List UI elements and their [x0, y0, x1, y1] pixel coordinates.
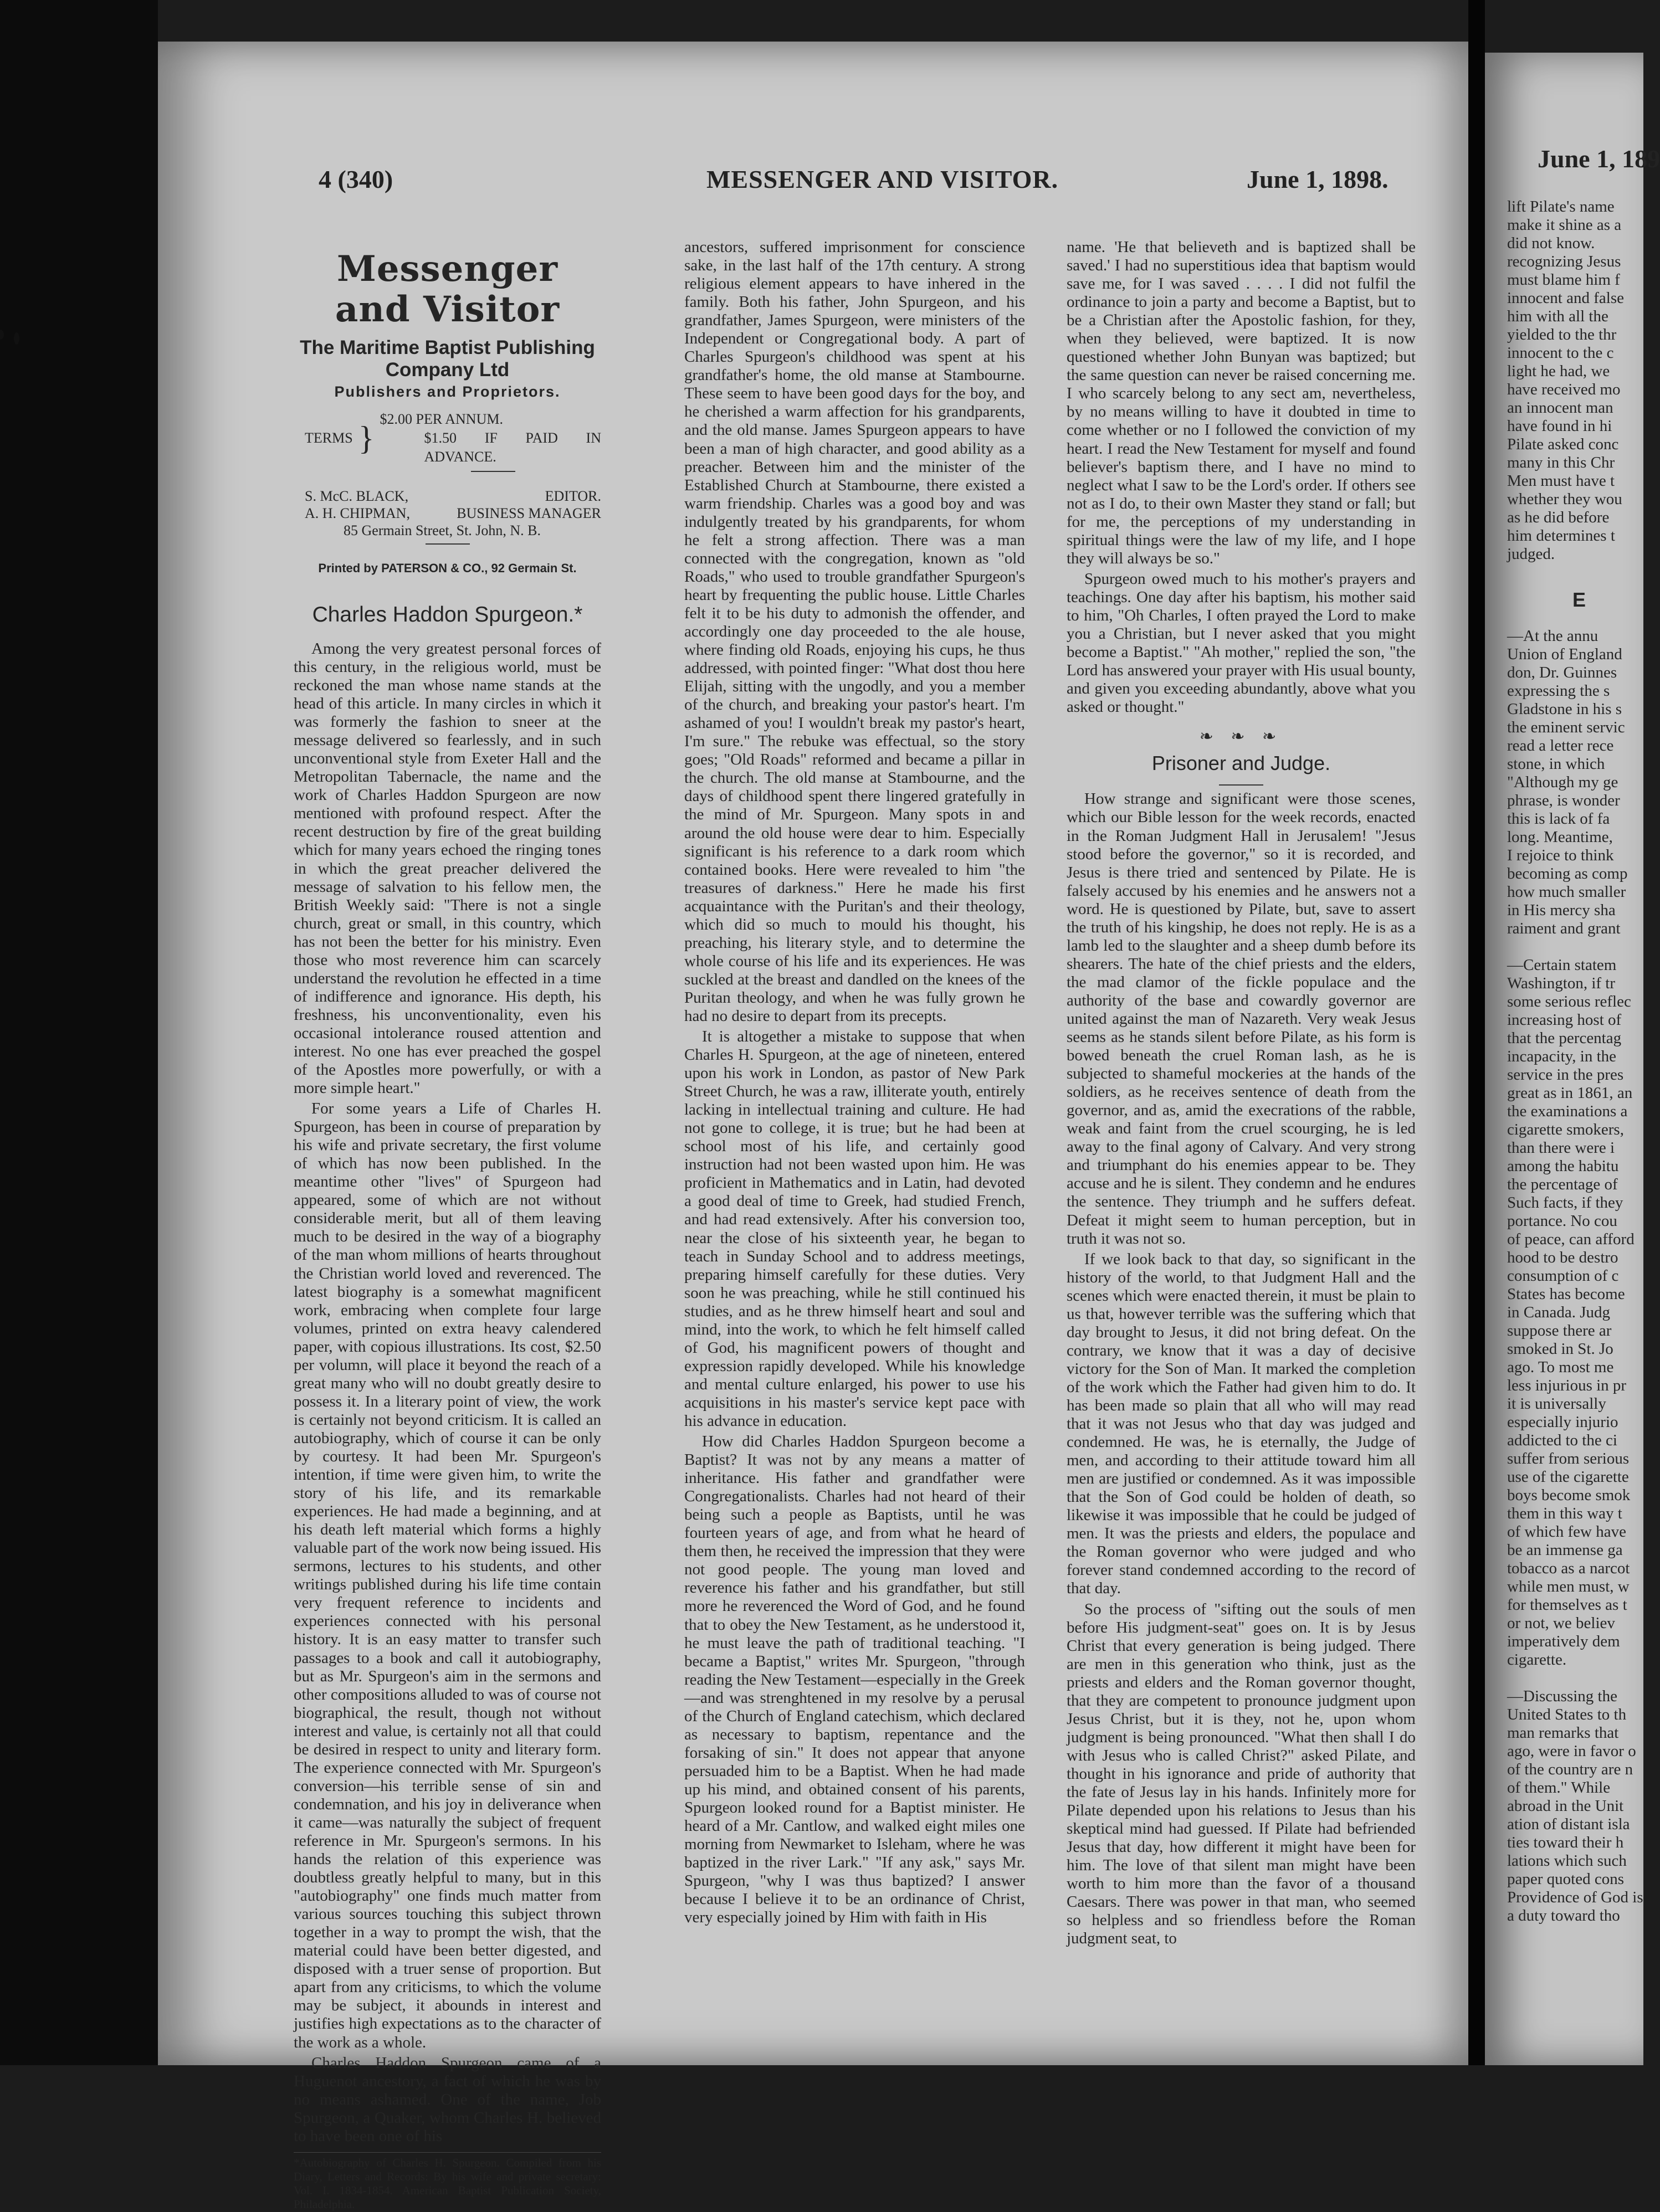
adjacent-page-line: —At the annu	[1507, 627, 1598, 645]
adjacent-page-line: this is lack of fa	[1507, 810, 1610, 828]
adjacent-page-line: the eminent servic	[1507, 718, 1625, 736]
office-address: 85 Germain Street, St. John, N. B.	[344, 522, 541, 539]
adjacent-page-line: expressing the s	[1507, 682, 1610, 700]
article-paragraph: name. 'He that believeth and is baptized shall be saved.' I had no superstitious idea that baptism would save me, for I was saved . . . . I did not fulfil the ordinance to join a party and become a Baptist, but to be a Christian after the Apostolic fashion, for they, when they believed, were baptized. It is now questioned whether John Bunyan was baptized; but the same question can never be raised concerning me. I who scarcely belong to any sect am, nevertheless, by no means willing to have it doubted in time to come whether or no I followed the conviction of my heart. I read the New Testament for myself and found believer's baptism there, and I have no mind to neglect what I saw to be the Lord's order. If others see not as I do, to their own Master they stand or fall; but for me, the perceptions of my understanding in spiritual things were the law of my life, and I hope they will always be so."	[1067, 238, 1416, 567]
page-number: 4 (340)	[319, 165, 393, 193]
adjacent-page-line: —Discussing the	[1507, 1687, 1617, 1705]
adjacent-page-line: suffer from serious	[1507, 1450, 1630, 1467]
terms-label: TERMS	[305, 430, 353, 446]
adjacent-page-line: for themselves as t	[1507, 1596, 1627, 1614]
printer-credit: Printed by PATERSON & CO., 92 Germain St.	[318, 561, 577, 576]
adjacent-page-line: incapacity, in the	[1507, 1048, 1617, 1065]
adjacent-page-line: make it shine as a	[1507, 216, 1622, 234]
adjacent-page-line: boys become smok	[1507, 1486, 1631, 1504]
adjacent-page-line: him determines t	[1507, 527, 1615, 545]
adjacent-page-line: E	[1572, 588, 1586, 611]
adjacent-page-line: recognizing Jesus	[1507, 253, 1621, 270]
adjacent-page-line: whether they wou	[1507, 490, 1622, 508]
adjacent-page-line: innocent to the c	[1507, 344, 1614, 362]
adjacent-page-line: ago. To most me	[1507, 1358, 1614, 1376]
divider	[1219, 784, 1263, 786]
editor-name: S. McC. BLACK,	[305, 487, 409, 504]
adjacent-page-line: while men must, w	[1507, 1578, 1630, 1595]
book-binding-shadow	[0, 0, 158, 2065]
adjacent-page-line: addicted to the ci	[1507, 1431, 1617, 1449]
article-paragraph: If we look back to that day, so significant in the history of the world, to that Judgment Hall and the scenes which were enacted therein, it must be plain to us that, however terrible was the suffering which that day brought to Jesus, it did not bring defeat. On the contrary, we know that it was a day of decisive victory for the Son of Man. It marked the completion of the work which the Father had given him to do. It has been made so plain that all who will may read that it was not Jesus who that day was judged and condemned. He was, he is eternally, the Judge of men, and according to their attitude toward him all men are justified or condemned. As it was impossible that the Son of God could be holden of death, so likewise it was impossible that he could be judged of men. It was the priests and elders, the populace and the Roman governor who were judged and who forever stand condemned according to the record of that day.	[1067, 1250, 1416, 1598]
adjacent-page-line: in His mercy sha	[1507, 901, 1616, 919]
adjacent-page-line: ago, were in favor o	[1507, 1742, 1636, 1760]
adjacent-page-line: some serious reflec	[1507, 993, 1631, 1010]
adjacent-page-line: abroad in the Unit	[1507, 1797, 1624, 1815]
column-3	[1067, 238, 1416, 1950]
adjacent-page-line: less injurious in pr	[1507, 1377, 1627, 1394]
article-paragraph: Spurgeon owed much to his mother's prayers and teachings. One day after his baptism, his mother said to him, "Oh Charles, I often prayed the Lord to make you a Christian, but I never asked that you might become a Baptist." "Ah mother," replied the son, "the Lord has answered your prayer with His usual bounty, and given you exceeding abundantly, above what you asked or thought."	[1067, 569, 1416, 716]
adjacent-page-line: as he did before	[1507, 509, 1610, 526]
article-title-spurgeon: Charles Haddon Spurgeon.*	[312, 603, 583, 627]
adjacent-page-line: have received mo	[1507, 381, 1621, 398]
adjacent-page-line: of which few have	[1507, 1523, 1626, 1541]
adjacent-page-line: have found in hi	[1507, 417, 1612, 435]
adjacent-page-line: imperatively dem	[1507, 1633, 1620, 1650]
adjacent-page-line: of them." While	[1507, 1779, 1611, 1797]
article-paragraph: Among the very greatest personal forces of this century, in the religious world, must be reckoned the man whose name stands at the head of this article. In many circles in which it was formerly the fashion to sneer at the message delivered so fearlessly, and in such unconventional style from Exeter Hall and the Metropolitan Tabernacle, the name and the work of Charles Haddon Spurgeon are now mentioned with profound respect. After the recent destruction by fire of the great building which for many years echoed the ringing tones in which the great preacher delivered the message of salvation to his fellow men, the British Weekly said: "There is not a single church, great or small, in this country, which has not been the better for his ministry. Even those who most reverence him can scarcely understand the revolution he effected in a time of indifference and ignorance. His depth, his freshness, his unconventionality, even his occasional intolerance roused attention and interest. No one has ever preached the gospel of the Apostles more powerfully, or with a more simple heart."	[294, 639, 601, 1097]
adjacent-page-line: "Although my ge	[1507, 773, 1618, 791]
adjacent-page-line: ties toward their h	[1507, 1834, 1624, 1851]
price-per-annum: $2.00 PER ANNUM.	[380, 411, 503, 428]
ink-speck	[14, 332, 19, 345]
adjacent-page-line: especially injurio	[1507, 1413, 1618, 1431]
adjacent-page-line: use of the cigarette	[1507, 1468, 1629, 1486]
adjacent-page-line: of the country are n	[1507, 1761, 1633, 1778]
article-paragraph: It is altogether a mistake to suppose that when Charles H. Spurgeon, at the age of nineteen, entered upon his work in London, as pastor of New Park Street Church, he was a raw, illiterate youth, entirely lacking in intellectual training and culture. He had not gone to college, it is true; but he had been at school most of his life, and certainly good instruction had not been wasted upon him. He was proficient in Mathematics and in Latin, had devoted a good deal of time to Greek, had studied French, and had read extensively. After his conversion too, near the close of his sixteenth year, he began to teach in Sunday School and to address meetings, preparing himself carefully for these duties. Very soon he was preaching, while he still continued his studies, and as he threw himself heart and soul and mind, into the work, to which he felt himself called of God, his magnificent powers of thought and expression rapidly developed. While his knowledge and mental culture enlarged, his power to use his acquisitions in his master's service kept pace with his advance in education.	[684, 1028, 1025, 1430]
adjacent-page-line: must blame him f	[1507, 271, 1620, 289]
ornament-divider: ❧ ❧ ❧	[1199, 727, 1283, 746]
masthead-title: Messenger and Visitor	[335, 248, 560, 330]
manager-role: BUSINESS MANAGER	[457, 505, 601, 522]
adjacent-page-line: him with all the	[1507, 307, 1608, 325]
adjacent-page-header: June 1, 189	[1538, 145, 1660, 173]
adjacent-page-line: paper quoted cons	[1507, 1870, 1624, 1888]
adjacent-page-line: read a letter rece	[1507, 737, 1614, 755]
adjacent-page-line: great as in 1861, an	[1507, 1084, 1633, 1102]
adjacent-page-line: Gladstone in his s	[1507, 700, 1622, 718]
subscription-terms	[305, 410, 601, 466]
article-paragraph: How strange and significant were those scenes, which our Bible lesson for the week records, enacted in the Roman Judgment Hall in Jerusalem! "Jesus stood before the governor," so it is recorded, and Jesus is there tried and sentenced by Pilate. He is falsely accused by his enemies and he answers not a word. He is questioned by Pilate, but, save to assert the truth of his kingship, he does not reply. He is as a lamb led to the slaughter and a sheep dumb before its shearers. The hate of the chief priests and the elders, the mad clamor of the fickle populace and the authority of the base and cowardly governor are united against the man of Nazareth. Very weak Jesus seems as he stands silent before Pilate, as his form is bowed beneath the cruel Roman lash, as he is subjected to shameful mockeries at the hands of the soldiers, as he receives sentence of death from the governor, and as, amid the execrations of the rabble, weak and faint from the cruel scourging, he is led away to the final agony of Calvary. And very strong and triumphant do his enemies appear to be. They accuse and he is silent. They condemn and he endures the sentence. They triumph and he suffers defeat. Defeat it might seem to human perception, but in truth it was not so.	[1067, 790, 1416, 1248]
adjacent-page-line: lations which such	[1507, 1852, 1627, 1870]
adjacent-page-line: smoked in St. Jo	[1507, 1340, 1613, 1358]
adjacent-page-line: how much smaller	[1507, 883, 1626, 901]
adjacent-page-line: that the percentag	[1507, 1029, 1622, 1047]
adjacent-page-line: many in this Chr	[1507, 454, 1615, 471]
adjacent-page-line: Washington, if tr	[1507, 974, 1615, 992]
adjacent-page-line: increasing host of	[1507, 1011, 1622, 1029]
adjacent-page-line: raiment and grant	[1507, 920, 1621, 937]
adjacent-page-line: tobacco as a narcot	[1507, 1559, 1630, 1577]
adjacent-page-line	[1507, 1669, 1651, 1687]
adjacent-page-line: —Certain statem	[1507, 956, 1617, 974]
staff-listing	[305, 487, 601, 540]
adjacent-page-line: Providence of God is	[1507, 1888, 1643, 1906]
adjacent-page-line: among the habitu	[1507, 1157, 1619, 1175]
adjacent-page-line: them in this way t	[1507, 1505, 1622, 1522]
adjacent-page-line: don, Dr. Guinnes	[1507, 664, 1617, 681]
adjacent-page-line: an innocent man	[1507, 399, 1613, 417]
article-paragraph: Charles Haddon Spurgeon came of a Huguenot ancestory, a fact of which he was by no means ashamed. One of the name, Job Spurgeon, a Quaker, whom Charles H. believed to have been one of his	[294, 2054, 601, 2145]
adjacent-page-line: Pilate asked conc	[1507, 435, 1619, 453]
adjacent-page-line: the percentage of	[1507, 1176, 1618, 1193]
adjacent-page-line: the examinations a	[1507, 1102, 1628, 1120]
adjacent-page-line: States has become	[1507, 1285, 1625, 1303]
divider	[426, 543, 470, 545]
proprietors-line: Publishers and Proprietors.	[334, 383, 561, 400]
adjacent-page-line: yielded to the thr	[1507, 326, 1617, 343]
adjacent-page-column	[1507, 198, 1651, 1925]
editor-role: EDITOR.	[545, 487, 601, 504]
adjacent-page-line: of peace, can afford	[1507, 1230, 1635, 1248]
article-paragraph: So the process of "sifting out the souls of men before His judgment-seat" goes on. It is by Jesus Christ that every generation is being judged. There are men in this generation who think, just as the priests and elders and the Roman governor thought, that they are competent to pronounce judgment upon Jesus Christ, but it is they, not he, upon whom judgment is being pronounced. "What then shall I do with Jesus who is called Christ?" asked Pilate, and thought in his ignorance and pride of authority that the fate of Jesus lay in his hands. Infinitely more for Pilate depended upon his relations to Jesus than his skeptical mind had guessed. If Pilate had befriended Jesus that day, how different it might have been for him. The love of that silent man might have been worth to him more than the favor of a thousand Caesars. There was power in that man, who seemed so helpless and so friendless before the Roman judgment seat, to	[1067, 1600, 1416, 1948]
adjacent-page-line: cigarette smokers,	[1507, 1121, 1624, 1138]
article-title-prisoner-judge: Prisoner and Judge.	[1151, 752, 1331, 775]
adjacent-page-line: than there were i	[1507, 1139, 1615, 1157]
adjacent-page-line	[1507, 938, 1651, 956]
adjacent-page-line: United States to th	[1507, 1706, 1627, 1723]
page-gutter	[1468, 0, 1485, 2065]
adjacent-page-line: innocent and false	[1507, 289, 1624, 307]
adjacent-page-line: consumption of c	[1507, 1267, 1619, 1285]
manager-name: A. H. CHIPMAN,	[305, 505, 410, 522]
adjacent-page-line: a duty toward tho	[1507, 1907, 1620, 1924]
adjacent-page-line: did not know.	[1507, 234, 1595, 252]
adjacent-page-line: in Canada. Judg	[1507, 1303, 1611, 1321]
adjacent-page-line: long. Meantime,	[1507, 828, 1613, 846]
paper-name-header: MESSENGER AND VISITOR.	[706, 165, 1059, 193]
article-paragraph: ancestors, suffered imprisonment for conscience sake, in the last half of the 17th century. A strong religious element appears to have inhered in the family. Both his father, John Spurgeon, and his grandfather, James Spurgeon, were ministers of the Independent or Congregational body. A part of Charles Spurgeon's childhood was spent at his grandfather's home, the old manse at Stambourne. These seem to have been good days for the boy, and he cherished a warm affection for his grandparents, and the old manse. James Spurgeon appears to have been a man of high character, and good ability as a preacher. Between him and the minister of the Established Church at Stambourne, there existed a warm friendship. Charles was a good boy and was indulgently treated by his grandparents, for whom he felt a strong affection. There was a man connected with the congregation, known as "old Roads," who used to trouble grandfather Spurgeon's heart by frequenting the public house. Little Charles felt it to be his duty to admonish the offender, and accordingly one day proceeded to the ale house, where finding old Roads, enjoying his cups, he thus addressed, with pointed finger: "What dost thou here Elijah, sitting with the ungodly, and you a member of the church, and breaking your pastor's heart. I'm ashamed of you! I wouldn't break my pastor's heart, I'm sure." The rebuke was effectual, so the story goes; "Old Roads" reformed and became a pillar in the church. The old manse at Stambourne, and the days of childhood spent there lingered gratefully in the mind of Mr. Spurgeon. Many spots in and around the old house were dear to him. Especially significant is his reference to a dark room which contained books. Here were revealed to him "the treasures of darkness." Here he made his first acquaintance with the Puritan's and their theology, which did so much to mould his thought, his preaching, his literary style, and to determine the whole course of his life and its experiences. He was suckled at the breast and dandled on the knees of the Puritan theology, and when he was fully grown he had no desire to depart from its precepts.	[684, 238, 1025, 1025]
adjacent-page-line: Union of England	[1507, 645, 1622, 663]
adjacent-page-line: or not, we believ	[1507, 1614, 1615, 1632]
article-paragraph: For some years a Life of Charles H. Spurgeon, has been in course of preparation by his wife and private secretary, the first volume of which has now been published. In the meantime other "lives" of Spurgeon had appeared, some of which are not without considerable merit, but all of them leaving much to be desired in the way of a biography of the man whom millions of hearts throughout the Christian world loved and reverenced. The latest biography is a somewhat magnificent work, embracing when complete four large volumes, printed on extra heavy calendered paper, with copious illustrations. Its cost, $2.50 per volumn, will place it beyond the reach of a great many who will no doubt greatly desire to possess it. In a literary point of view, the work is certainly not beyond criticism. It is called an autobiography, which of course it can be only by courtesy. It had been Mr. Spurgeon's intention, if time were given him, to write the story of his life, and its remarkable experiences. He had made a beginning, and at his death left material which forms a highly valuable part of the work now being issued. His sermons, lectures to his students, and other writings published during his life time contain very frequent reference to incidents and experiences connected with his personal history. It is an easy matter to transfer such passages to a book and call it autobiography, but as Mr. Spurgeon's aim in the sermons and other compositions alluded to was of course not biographical, the result, though not without interest and value, is certainly not all that could be desired in respect to unity and literary form. The experience connected with Mr. Spurgeon's conversion—his terrible sense of sin and condemnation, and his joy in deliverance when it came—was naturally the subject of frequent reference in Mr. Spurgeon's sermons. In his hands the relation of this experience was doubtless greatly helpful to many, but in this "autobiography" one finds much matter from various sources touching this subject thrown together in a way to prompt the wish, that the material could have been better digested, and disposed with a truer sense of proportion. But apart from any criticisms, to which the volume may be subject, it abounds in interest and justifies high expectations as to the character of the work as a whole.	[294, 1100, 601, 2051]
publisher-name: The Maritime Baptist Publishing Company Ltd	[300, 336, 595, 381]
adjacent-page-line: lift Pilate's name	[1507, 198, 1615, 215]
adjacent-page-line: Men must have t	[1507, 472, 1615, 490]
price-in-advance: $1.50 IF PAID IN ADVANCE.	[424, 430, 601, 465]
adjacent-page-line: suppose there ar	[1507, 1322, 1612, 1339]
adjacent-page-line: portance. No cou	[1507, 1212, 1617, 1230]
adjacent-page-line	[1507, 563, 1651, 582]
footnote: *Autobiography of Charles H. Spurgeon. Compiled from his Diary, Letters and Records: By his wife and private secretary: Vol. I. 1834-1854. American Baptist Publication Society, Philadelphia.	[294, 2152, 601, 2212]
adjacent-page-line: be an immense ga	[1507, 1541, 1623, 1559]
divider	[471, 471, 515, 472]
adjacent-page-fragment	[1485, 53, 1660, 2065]
column-1	[294, 238, 601, 2212]
brace-glyph: }	[358, 419, 375, 456]
adjacent-page-line: I rejoice to think	[1507, 846, 1614, 864]
issue-date: June 1, 1898.	[1247, 165, 1389, 193]
adjacent-page-line: stone, in which	[1507, 755, 1605, 773]
column-2	[684, 238, 1025, 1929]
adjacent-page-line: Such facts, if they	[1507, 1194, 1623, 1212]
adjacent-page-line: man remarks that	[1507, 1724, 1619, 1742]
adjacent-page-line: cigarette.	[1507, 1651, 1567, 1669]
article-paragraph: How did Charles Haddon Spurgeon become a Baptist? It was not by any means a matter of inheritance. His father and grandfather were Congregationalists. Charles had not heard of their being such a people as Baptists, until he was fourteen years of age, and from what he heard of them then, he received the impression that they were not good people. The young man loved and reverence his father and his grandfather, but still more he reverenced the Word of God, and he found that to obey the New Testament, as he understood it, he must leave the path of traditional teaching. "I became a Baptist," writes Mr. Spurgeon, "through reading the New Testament—especially in the Greek—and was strenghtened in my resolve by a perusal of the Church of England catechism, which declared as necessary to baptism, repentance and the forsaking of sin." It does not appear that anyone persuaded him to be a Baptist. When he had made up his mind, and obtained consent of his parents, Spurgeon looked round for a Baptist minister. He heard of a Mr. Cantlow, and walked eight miles one morning from Newmarket to Isleham, where he was baptized in the river Lark." "If any ask," says Mr. Spurgeon, "why I was thus baptized? I answer because I believe it to be an ordinance of Christ, very especially joined by Him with faith in His	[684, 1433, 1025, 1927]
adjacent-page-line: phrase, is wonder	[1507, 792, 1620, 809]
adjacent-page-line: ation of distant isla	[1507, 1815, 1630, 1833]
adjacent-page-line: service in the pres	[1507, 1066, 1624, 1084]
adjacent-page-line: hood to be destro	[1507, 1249, 1618, 1266]
adjacent-page-line: judged.	[1507, 545, 1555, 563]
adjacent-page-line: light he had, we	[1507, 362, 1610, 380]
adjacent-page-line: becoming as comp	[1507, 865, 1628, 882]
adjacent-page-line: it is universally	[1507, 1395, 1606, 1413]
newspaper-page	[158, 42, 1468, 2211]
